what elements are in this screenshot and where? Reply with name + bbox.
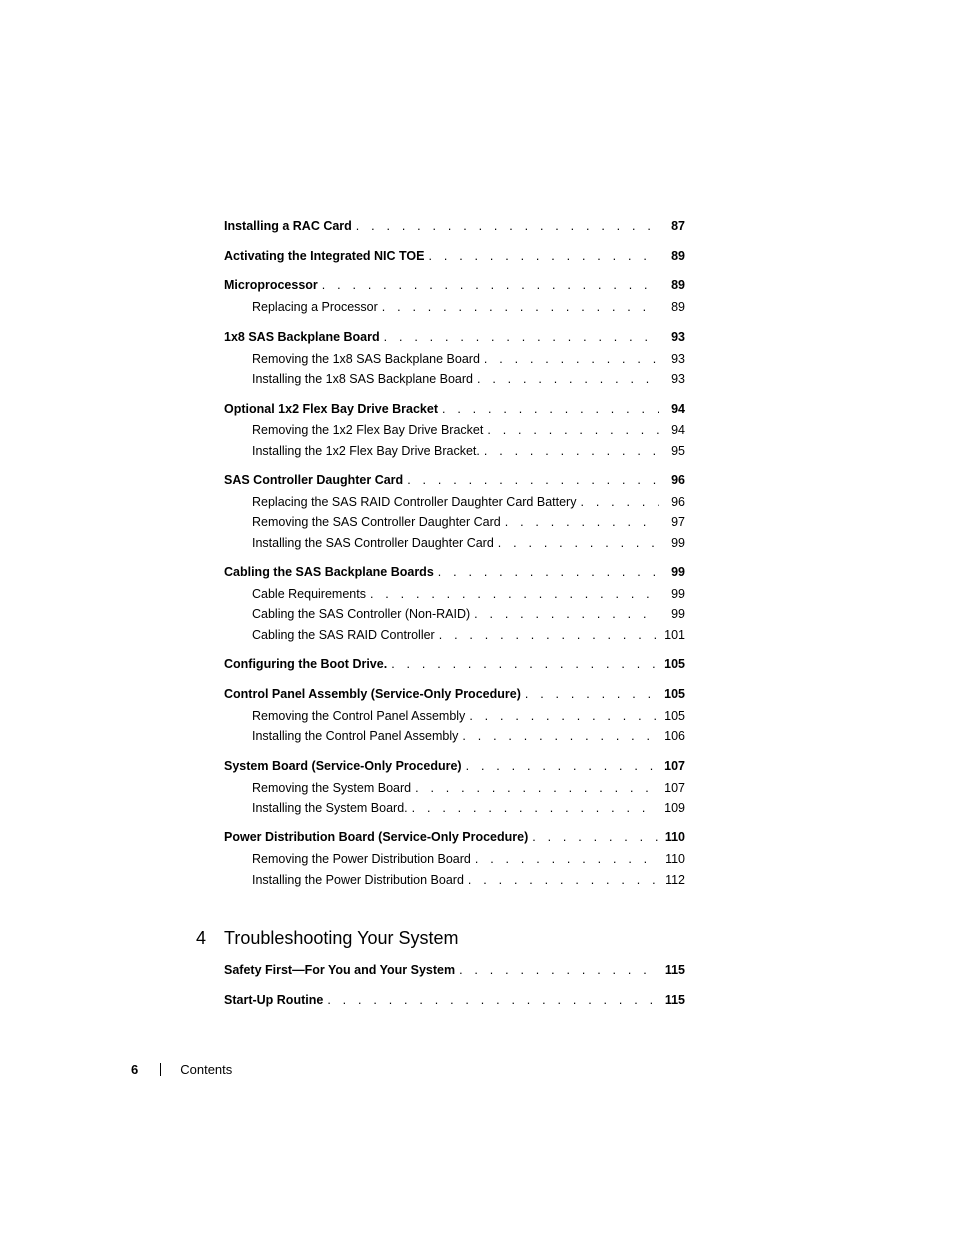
toc-subentry[interactable]	[252, 444, 685, 464]
chapter-title: Troubleshooting Your System	[224, 928, 459, 948]
toc-entry-page: 107	[664, 781, 685, 795]
toc-entry-page: 105	[664, 709, 685, 723]
dot-leader	[468, 873, 659, 887]
toc-entry-page: 101	[664, 628, 685, 642]
toc-entry-page: 99	[671, 536, 685, 550]
toc-entry-title: Installing the 1x8 SAS Backplane Board	[252, 372, 473, 386]
dot-leader	[370, 587, 659, 601]
toc-entry-page: 96	[671, 473, 685, 487]
toc-entry[interactable]	[224, 759, 685, 779]
toc-entry[interactable]	[224, 993, 685, 1013]
dot-leader	[442, 402, 659, 416]
toc-entry-page: 89	[671, 249, 685, 263]
page-number: 6	[131, 1062, 139, 1077]
toc-entry-title: SAS Controller Daughter Card	[224, 473, 404, 487]
toc-entry-page: 94	[671, 423, 685, 437]
dot-leader	[412, 801, 659, 815]
dot-leader	[484, 444, 659, 458]
toc-entry-title: Installing the Control Panel Assembly	[252, 729, 459, 743]
toc-entry-page: 95	[671, 444, 685, 458]
toc-entry-page: 115	[664, 963, 685, 977]
footer-section-label: Contents	[180, 1062, 233, 1077]
toc-subentry[interactable]	[252, 300, 685, 320]
toc-entry-title: Replacing a Processor	[252, 300, 378, 314]
toc-subentry[interactable]	[252, 423, 685, 443]
dot-leader	[498, 536, 659, 550]
toc-entry[interactable]	[224, 657, 685, 677]
toc-entry[interactable]	[224, 830, 685, 850]
toc-subentry[interactable]	[252, 536, 685, 556]
toc-entry-title: Installing the 1x2 Flex Bay Drive Bracket.	[252, 444, 480, 458]
dot-leader	[384, 330, 659, 344]
dot-leader	[462, 729, 658, 743]
dot-leader	[322, 278, 659, 292]
toc-entry-page: 115	[664, 993, 685, 1007]
toc-entry-title: Cable Requirements	[252, 587, 366, 601]
dot-leader	[505, 515, 659, 529]
toc-entry[interactable]	[224, 278, 685, 298]
toc-entry-title: Installing a RAC Card	[224, 219, 352, 233]
dot-leader	[466, 759, 659, 773]
toc-entry[interactable]	[224, 219, 685, 239]
dot-leader	[459, 963, 659, 977]
toc-subentry[interactable]	[252, 372, 685, 392]
toc-entry-title: Removing the 1x2 Flex Bay Drive Bracket	[252, 423, 484, 437]
chapter-number: 4	[196, 928, 207, 948]
toc-entry-page: 93	[671, 372, 685, 386]
toc-entry-title: Optional 1x2 Flex Bay Drive Bracket	[224, 402, 438, 416]
dot-leader	[429, 249, 660, 263]
toc-entry-title: Removing the Control Panel Assembly	[252, 709, 466, 723]
dot-leader	[580, 495, 659, 509]
toc-entry-page: 112	[665, 873, 685, 887]
chapter-heading[interactable]	[196, 928, 458, 949]
toc-entry[interactable]	[224, 402, 685, 422]
toc-subentry[interactable]	[252, 515, 685, 535]
toc-subentry[interactable]	[252, 729, 685, 749]
toc-entry-title: Installing the Power Distribution Board	[252, 873, 464, 887]
toc-subentry[interactable]	[252, 495, 685, 515]
toc-entry-title: Control Panel Assembly (Service-Only Procedure)	[224, 687, 521, 701]
toc-entry[interactable]	[224, 687, 685, 707]
toc-entry-page: 110	[665, 852, 685, 866]
toc-entry-page: 94	[671, 402, 685, 416]
toc-entry-title: Installing the SAS Controller Daughter Card	[252, 536, 494, 550]
toc-entry-title: Removing the 1x8 SAS Backplane Board	[252, 352, 480, 366]
dot-leader	[407, 473, 659, 487]
dot-leader	[356, 219, 659, 233]
toc-entry-page: 99	[671, 565, 685, 579]
dot-leader	[474, 607, 659, 621]
dot-leader	[477, 372, 659, 386]
toc-entry-title: Power Distribution Board (Service-Only Procedure)	[224, 830, 529, 844]
toc-entry-title: Removing the System Board	[252, 781, 412, 795]
toc-entry-page: 99	[671, 607, 685, 621]
toc-entry[interactable]	[224, 565, 685, 585]
dot-leader	[438, 565, 659, 579]
toc-entry-page: 89	[671, 278, 685, 292]
toc-entry-title: Cabling the SAS Controller (Non-RAID)	[252, 607, 471, 621]
dot-leader	[469, 709, 658, 723]
footer-divider	[160, 1063, 161, 1076]
toc-entry-title: Configuring the Boot Drive.	[224, 657, 388, 671]
toc-subentry[interactable]	[252, 801, 685, 821]
dot-leader	[484, 352, 659, 366]
toc-entry-title: 1x8 SAS Backplane Board	[224, 330, 380, 344]
toc-subentry[interactable]	[252, 587, 685, 607]
toc-entry-page: 93	[671, 352, 685, 366]
toc-entry[interactable]	[224, 330, 685, 350]
toc-entry-page: 93	[671, 330, 685, 344]
toc-subentry[interactable]	[252, 628, 685, 648]
toc-entry-title: Removing the Power Distribution Board	[252, 852, 471, 866]
dot-leader	[487, 423, 659, 437]
toc-entry-title: Safety First—For You and Your System	[224, 963, 456, 977]
toc-entry-page: 96	[671, 495, 685, 509]
toc-entry-title: Start-Up Routine	[224, 993, 324, 1007]
dot-leader	[532, 830, 659, 844]
toc-entry-page: 87	[671, 219, 685, 233]
dot-leader	[382, 300, 659, 314]
dot-leader	[525, 687, 658, 701]
dot-leader	[439, 628, 658, 642]
toc-entry-title: Installing the System Board.	[252, 801, 408, 815]
dot-leader	[327, 993, 659, 1007]
toc-entry-title: Replacing the SAS RAID Controller Daughter Card Battery	[252, 495, 577, 509]
toc-entry-title: Removing the SAS Controller Daughter Card	[252, 515, 501, 529]
toc-entry-title: Microprocessor	[224, 278, 318, 292]
toc-subentry[interactable]	[252, 873, 685, 893]
toc-entry-page: 109	[664, 801, 685, 815]
toc-entry-title: System Board (Service-Only Procedure)	[224, 759, 462, 773]
toc-entry[interactable]	[224, 963, 685, 983]
toc-entry-title: Cabling the SAS Backplane Boards	[224, 565, 434, 579]
toc-entry-page: 97	[671, 515, 685, 529]
dot-leader	[391, 657, 658, 671]
toc-entry-page: 106	[664, 729, 685, 743]
dot-leader	[415, 781, 658, 795]
toc-subentry[interactable]	[252, 852, 685, 872]
toc-subentry[interactable]	[252, 607, 685, 627]
page-footer	[131, 1062, 232, 1077]
toc-entry-page: 110	[664, 830, 685, 844]
toc-subentry[interactable]	[252, 709, 685, 729]
toc-entry-page: 105	[664, 687, 685, 701]
toc-subentry[interactable]	[252, 781, 685, 801]
toc-entry-page: 105	[664, 657, 685, 671]
toc-entry-page: 99	[671, 587, 685, 601]
toc-entry[interactable]	[224, 473, 685, 493]
toc-entry-page: 107	[664, 759, 685, 773]
toc-entry[interactable]	[224, 249, 685, 269]
toc-entry-title: Activating the Integrated NIC TOE	[224, 249, 425, 263]
toc-entry-title: Cabling the SAS RAID Controller	[252, 628, 435, 642]
toc-entry-page: 89	[671, 300, 685, 314]
dot-leader	[475, 852, 659, 866]
toc-subentry[interactable]	[252, 352, 685, 372]
